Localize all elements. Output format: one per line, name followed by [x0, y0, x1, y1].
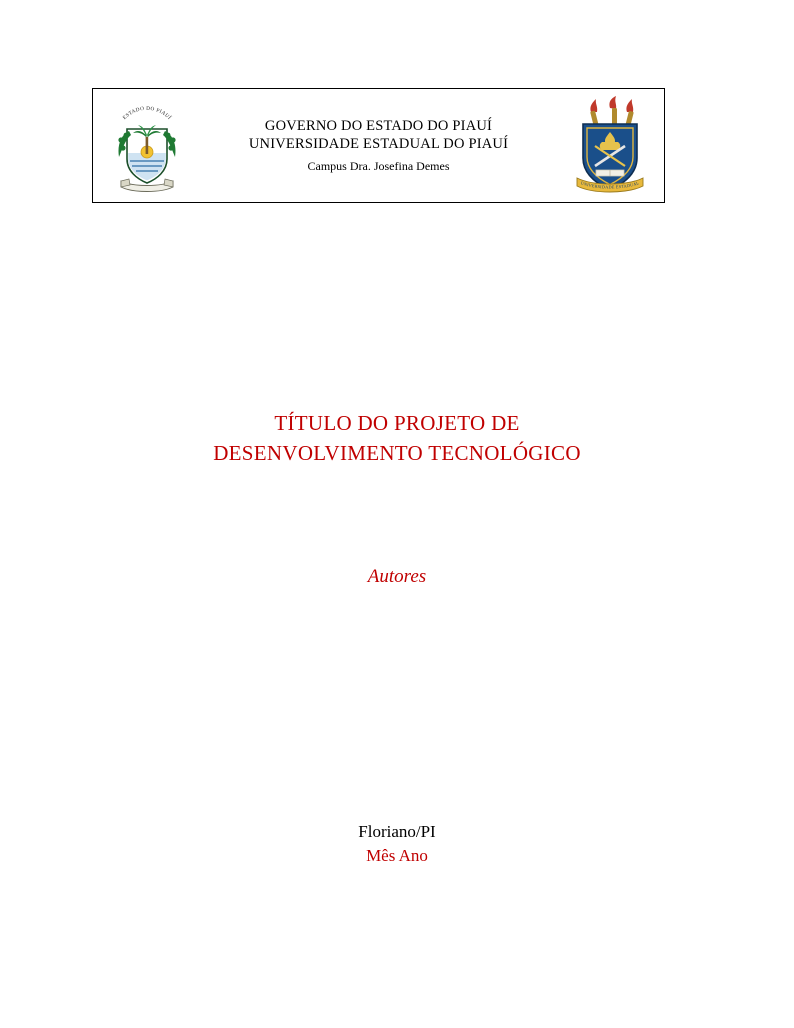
- svg-text:ESTADO DO PIAUÍ: ESTADO DO PIAUÍ: [121, 105, 173, 121]
- brasao-estado-do-piaui-icon: [93, 91, 201, 201]
- header-line-governo: GOVERNO DO ESTADO DO PIAUÍ: [264, 117, 493, 134]
- page-title: [0, 408, 794, 469]
- brasao-uespi-icon: [556, 91, 664, 201]
- footer-city: Floriano/PI: [358, 822, 436, 841]
- header-line-campus: Campus Dra. Josefina Demes: [307, 159, 450, 174]
- page-title-line-1: TÍTULO DO PROJETO DE: [274, 411, 520, 435]
- authors-label: Autores: [367, 566, 427, 587]
- page-title-line-2: DESENVOLVIMENTO TECNOLÓGICO: [213, 441, 581, 466]
- letterhead-box: [92, 88, 665, 203]
- cover-footer: [0, 820, 794, 868]
- footer-date: Mês Ano: [366, 845, 428, 865]
- header-text-block: [201, 117, 556, 174]
- svg-text:UNIVERSIDADE ESTADUAL: UNIVERSIDADE ESTADUAL: [580, 179, 640, 190]
- header-line-universidade: UNIVERSIDADE ESTADUAL DO PIAUÍ: [248, 136, 509, 152]
